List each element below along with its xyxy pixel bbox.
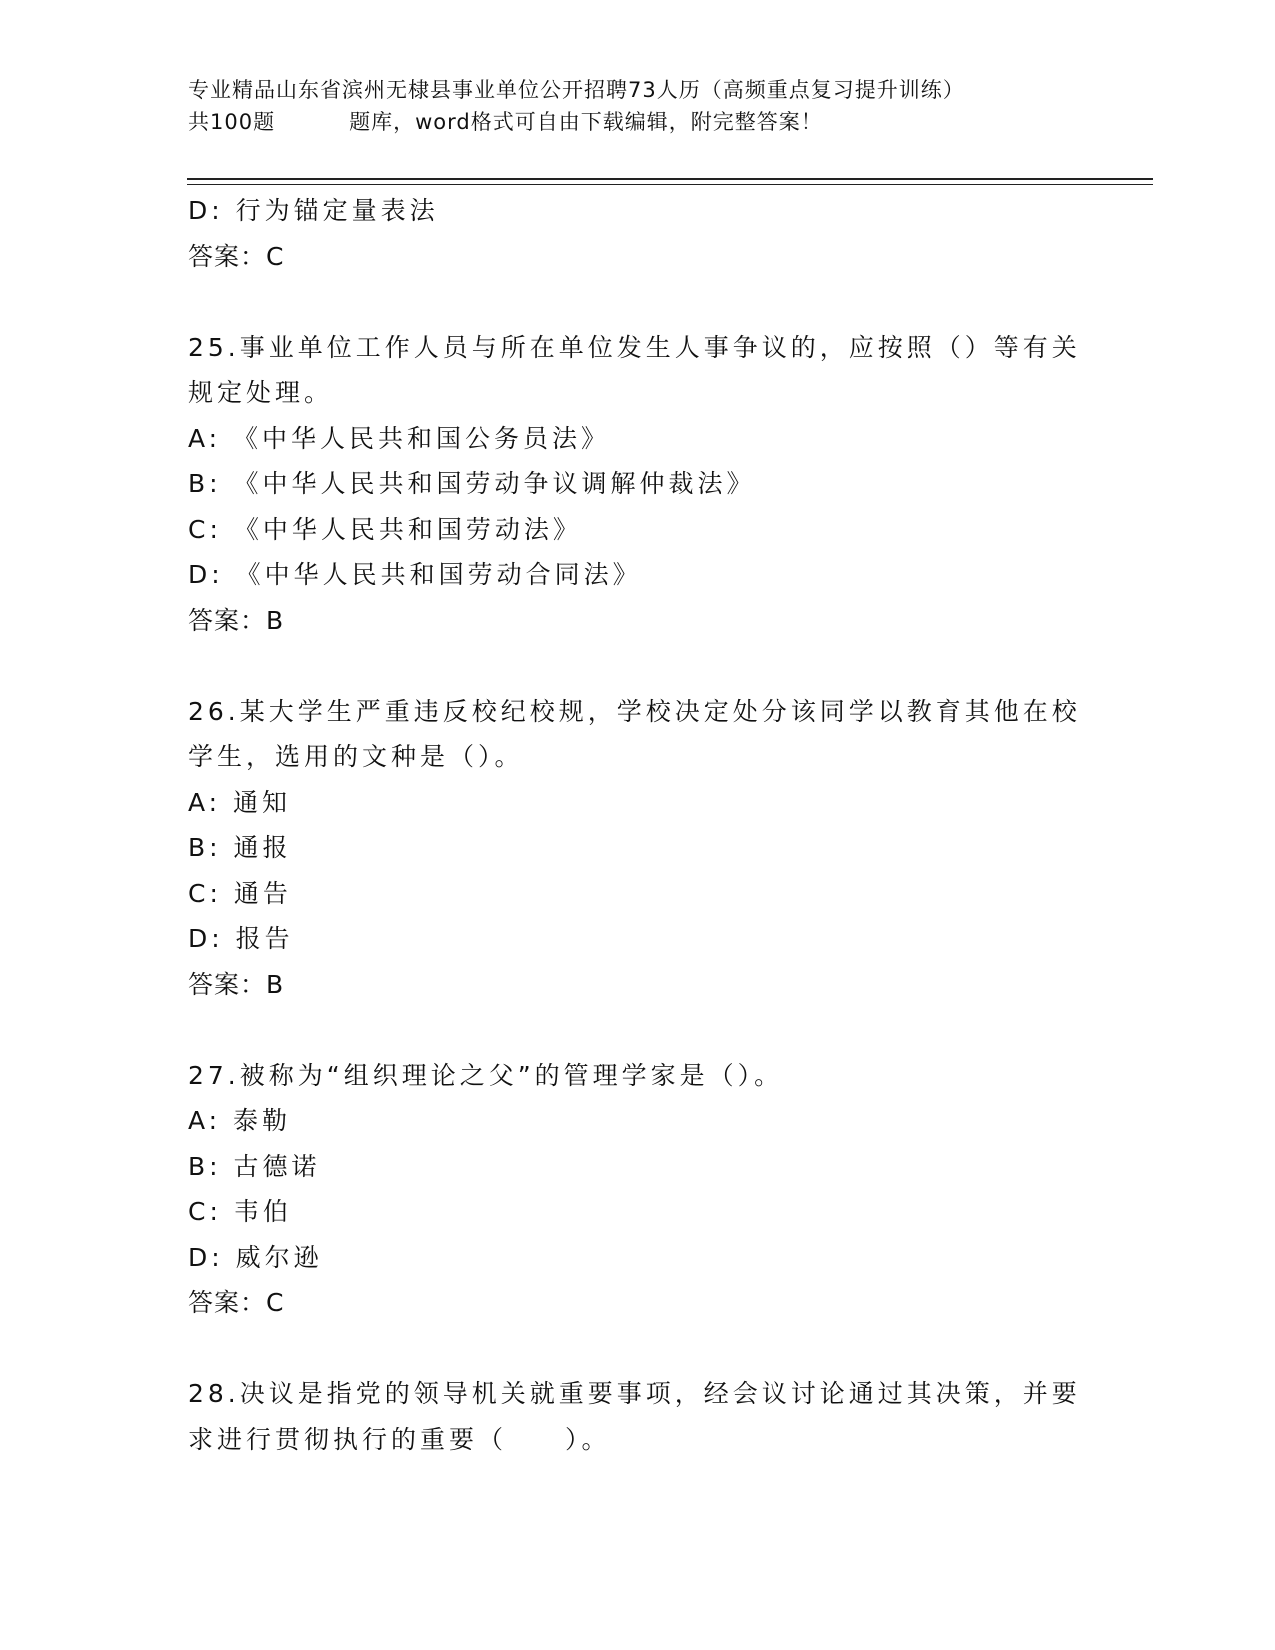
option-d: D: 威尔逊 — [188, 1242, 323, 1272]
answer: 答案：B — [188, 969, 285, 999]
question-stem: 25.事业单位工作人员与所在单位发生人事争议的，应按照（）等有关 — [188, 332, 1081, 362]
option-b: B: 古德诺 — [188, 1151, 321, 1181]
header-description: 题库，word格式可自由下载编辑，附完整答案！ — [349, 110, 823, 134]
question-stem-continued: 求进行贯彻执行的重要（ ）。 — [188, 1424, 611, 1454]
prev-question-option-d: D: 行为锚定量表法 — [188, 196, 439, 225]
answer: 答案：C — [188, 1288, 285, 1317]
question-stem-continued: 学生，选用的文种是（）。 — [188, 742, 524, 771]
answer: 答案：B — [188, 605, 285, 635]
option-b: B: 通报 — [188, 833, 292, 862]
option-c: C: 韦伯 — [188, 1197, 292, 1226]
question-27 — [188, 1053, 1088, 1326]
question-25 — [188, 325, 1088, 644]
question-stem: 26.某大学生严重违反校纪校规，学校决定处分该同学以教育其他在校 — [188, 696, 1081, 726]
option-d: D: 报告 — [188, 924, 294, 953]
question-stem-continued: 规定处理。 — [188, 378, 334, 407]
prev-question-answer: 答案：C — [188, 241, 285, 271]
option-a: A: 通知 — [188, 787, 292, 817]
header-divider-thick — [187, 178, 1153, 180]
option-a: A: 《中华人民共和国公务员法》 — [188, 423, 611, 453]
header-title-line2 — [188, 106, 1118, 138]
option-c: C: 《中华人民共和国劳动法》 — [188, 514, 582, 544]
header-divider-thin — [187, 184, 1153, 185]
question-stem: 27.被称为“组织理论之父”的管理学家是（）。 — [188, 1060, 784, 1090]
header-question-count: 共100题 — [188, 110, 276, 134]
page-header — [188, 74, 1118, 138]
option-a: A: 泰勒 — [188, 1106, 292, 1135]
option-b: B: 《中华人民共和国劳动争议调解仲裁法》 — [188, 469, 756, 498]
question-stem: 28.决议是指党的领导机关就重要事项，经会议讨论通过其决策，并要 — [188, 1379, 1081, 1408]
option-d: D: 《中华人民共和国劳动合同法》 — [188, 560, 642, 589]
question-28 — [188, 1371, 1088, 1462]
header-title-line1: 专业精品山东省滨州无棣县事业单位公开招聘73人历（高频重点复习提升训练） — [188, 78, 965, 102]
question-26 — [188, 689, 1088, 1008]
option-c: C: 通告 — [188, 878, 292, 908]
document-body — [188, 188, 1088, 1462]
